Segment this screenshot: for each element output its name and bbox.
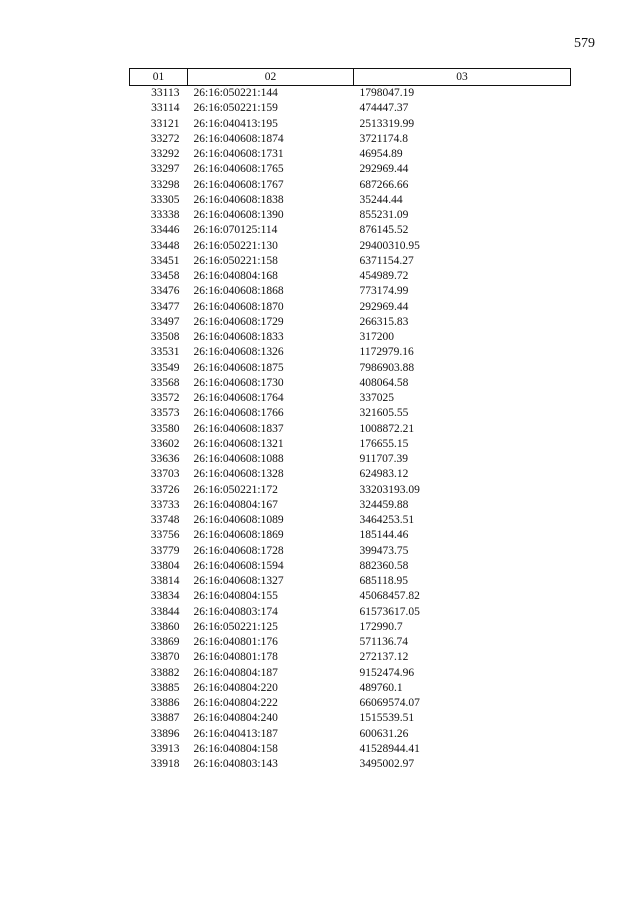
cell-03: 266315.83	[359, 315, 409, 328]
cell-03: 41528944.41	[359, 742, 420, 755]
table-row	[130, 269, 571, 284]
cell-03: 7986903.88	[359, 361, 415, 374]
cell-03: 489760.1	[359, 681, 403, 694]
cell-01: 33748	[150, 514, 180, 526]
cell-01: 33882	[150, 666, 180, 679]
cell-01: 33580	[150, 422, 180, 435]
cell-01: 33531	[150, 346, 180, 359]
cell-01: 33448	[150, 239, 180, 252]
cell-02: 26:16:040608:1767	[193, 178, 284, 191]
table-row	[130, 666, 571, 681]
table-row	[130, 147, 571, 162]
cell-01: 33896	[150, 727, 180, 740]
cell-03: 272137.12	[359, 651, 409, 664]
cell-02: 26:16:040608:1838	[193, 193, 284, 206]
table-row	[130, 300, 571, 315]
cell-03: 46954.89	[359, 148, 403, 160]
cell-03: 624983.12	[359, 468, 409, 481]
cell-01: 33726	[150, 483, 180, 496]
cell-01: 33885	[150, 681, 180, 694]
cell-03: 855231.09	[359, 209, 409, 221]
cell-02: 26:16:040608:1088	[193, 453, 284, 465]
cell-02: 26:16:050221:130	[193, 239, 278, 252]
table-row	[130, 254, 571, 269]
table-row	[130, 467, 571, 482]
cell-01: 33870	[150, 651, 180, 664]
table-row	[130, 101, 571, 116]
cell-01: 33549	[150, 361, 180, 374]
cell-02: 26:16:040608:1764	[193, 392, 284, 404]
cell-03: 600631.26	[359, 727, 409, 740]
table-row	[130, 589, 571, 604]
cell-01: 33573	[150, 407, 180, 420]
table-row	[130, 406, 571, 421]
cell-03: 321605.55	[359, 407, 409, 420]
cell-03: 1798047.19	[359, 87, 415, 99]
cell-02: 26:16:040804:158	[193, 742, 278, 755]
table-row	[130, 239, 571, 254]
cell-03: 3495002.97	[359, 758, 415, 770]
table-row	[130, 650, 571, 665]
cell-02: 26:16:040804:222	[193, 697, 278, 709]
column-header-02: 02	[188, 69, 354, 86]
table-row	[130, 544, 571, 559]
cell-03: 176655.15	[359, 437, 409, 450]
table-row	[130, 483, 571, 498]
cell-02: 26:16:040803:143	[193, 758, 278, 770]
cell-03: 1008872.21	[359, 422, 415, 435]
cell-01: 33756	[150, 529, 180, 542]
cell-02: 26:16:040608:1869	[193, 529, 284, 542]
cell-02: 26:16:040413:187	[193, 727, 278, 740]
cell-03: 61573617.05	[359, 605, 420, 618]
table-row	[130, 284, 571, 299]
table-row	[130, 223, 571, 238]
cell-01: 33602	[150, 437, 180, 450]
table-row	[130, 742, 571, 757]
cell-02: 26:16:040804:187	[193, 666, 278, 679]
cell-03: 1172979.16	[359, 346, 414, 359]
cell-02: 26:16:040608:1390	[193, 209, 284, 221]
cell-02: 26:16:040608:1328	[193, 468, 284, 481]
cell-02: 26:16:040804:155	[193, 590, 278, 603]
cell-01: 33804	[150, 559, 180, 572]
cell-01: 33497	[150, 315, 180, 328]
data-table-container	[129, 68, 570, 772]
cell-01: 33636	[150, 453, 180, 465]
cell-01: 33834	[150, 590, 180, 603]
table-row	[130, 727, 571, 742]
cell-01: 33860	[150, 620, 180, 633]
cell-01: 33458	[150, 270, 180, 282]
cell-02: 26:16:050221:158	[193, 254, 278, 267]
cell-02: 26:16:040608:1833	[193, 331, 284, 343]
cell-01: 33703	[150, 468, 180, 481]
table-row	[130, 315, 571, 330]
cell-01: 33292	[150, 148, 180, 160]
cell-03: 9152474.96	[359, 666, 415, 679]
cell-01: 33814	[150, 575, 180, 587]
cell-02: 26:16:040608:1321	[193, 437, 284, 450]
cell-02: 26:16:040804:167	[193, 498, 278, 511]
table-row	[130, 422, 571, 437]
table-row	[130, 132, 571, 147]
cell-01: 33305	[150, 193, 180, 206]
table-body	[130, 86, 571, 773]
cell-02: 26:16:040804:240	[193, 712, 278, 725]
table-row	[130, 162, 571, 177]
table-row	[130, 559, 571, 574]
header-row	[130, 69, 571, 86]
cell-03: 33203193.09	[359, 483, 420, 496]
cell-01: 33733	[150, 498, 180, 511]
cell-02: 26:16:040803:174	[193, 605, 278, 618]
cell-03: 399473.75	[359, 544, 409, 557]
cell-01: 33298	[150, 178, 180, 191]
cell-03: 324459.88	[359, 498, 409, 511]
cell-02: 26:16:040608:1594	[193, 559, 284, 572]
cell-01: 33779	[150, 544, 180, 557]
table-row	[130, 620, 571, 635]
cell-01: 33913	[150, 742, 180, 755]
table-row	[130, 528, 571, 543]
table-row	[130, 193, 571, 208]
table-row	[130, 605, 571, 620]
cell-02: 26:16:040804:220	[193, 681, 278, 694]
table-row	[130, 208, 571, 223]
cell-02: 26:16:040608:1730	[193, 376, 284, 389]
cell-03: 882360.58	[359, 559, 409, 572]
table-row	[130, 681, 571, 696]
cell-03: 337025	[359, 392, 394, 404]
cell-03: 45068457.82	[359, 590, 420, 603]
cell-03: 408064.58	[359, 376, 409, 389]
table-row	[130, 376, 571, 391]
table-row	[130, 757, 571, 772]
table-row	[130, 437, 571, 452]
table-row	[130, 117, 571, 132]
cell-01: 33338	[150, 209, 180, 221]
cell-01: 33114	[151, 102, 180, 115]
cell-01: 33844	[150, 605, 180, 618]
cell-02: 26:16:040801:178	[193, 651, 278, 664]
cell-01: 33476	[150, 285, 180, 298]
cell-01: 33297	[150, 163, 180, 176]
cell-02: 26:16:040608:1089	[193, 514, 284, 526]
cell-02: 26:16:040608:1327	[193, 575, 284, 587]
cell-03: 66069574.07	[359, 697, 420, 709]
cell-03: 3464253.51	[359, 514, 415, 526]
cell-01: 33869	[150, 636, 180, 648]
data-table	[129, 68, 571, 772]
column-header-01: 01	[130, 69, 188, 86]
cell-01: 33887	[150, 712, 180, 725]
table-row	[130, 361, 571, 376]
cell-03: 454989.72	[359, 270, 409, 282]
cell-01: 33886	[150, 697, 180, 709]
cell-03: 687266.66	[359, 178, 409, 191]
cell-02: 26:16:040608:1728	[193, 544, 284, 557]
cell-02: 26:16:040608:1766	[193, 407, 284, 420]
cell-02: 26:16:040413:195	[193, 117, 278, 130]
cell-01: 33477	[150, 300, 180, 313]
cell-02: 26:16:040608:1870	[193, 300, 284, 313]
cell-03: 876145.52	[359, 224, 409, 237]
cell-03: 172990.7	[359, 620, 403, 633]
cell-01: 33272	[150, 132, 180, 145]
cell-03: 3721174.8	[359, 132, 408, 145]
cell-02: 26:16:050221:144	[193, 87, 278, 99]
cell-03: 911707.39	[359, 453, 408, 465]
cell-03: 29400310.95	[359, 239, 420, 252]
cell-01: 33568	[150, 376, 180, 389]
cell-02: 26:16:040608:1731	[193, 148, 284, 160]
cell-03: 35244.44	[359, 193, 403, 206]
cell-03: 185144.46	[359, 529, 409, 542]
table-row	[130, 391, 571, 406]
table-row	[130, 513, 571, 528]
table-row	[130, 711, 571, 726]
cell-03: 773174.99	[359, 285, 409, 298]
cell-01: 33508	[150, 331, 180, 343]
cell-01: 33446	[150, 224, 180, 237]
table-header	[130, 69, 571, 86]
cell-01: 33572	[150, 392, 180, 404]
cell-02: 26:16:050221:159	[193, 102, 278, 115]
cell-02: 26:16:040608:1326	[193, 346, 284, 359]
cell-02: 26:16:040608:1765	[193, 163, 284, 176]
cell-03: 474447.37	[359, 102, 409, 115]
cell-02: 26:16:050221:125	[193, 620, 278, 633]
table-row	[130, 498, 571, 513]
table-row	[130, 452, 571, 467]
cell-03: 6371154.27	[359, 254, 414, 267]
table-row	[130, 330, 571, 345]
cell-03: 292969.44	[359, 300, 409, 313]
table-row	[130, 178, 571, 193]
cell-02: 26:16:040804:168	[193, 270, 278, 282]
cell-02: 26:16:050221:172	[193, 483, 278, 496]
column-header-03: 03	[354, 69, 571, 86]
table-row	[130, 635, 571, 650]
cell-01: 33113	[151, 87, 180, 99]
cell-02: 26:16:070125:114	[193, 224, 278, 237]
cell-02: 26:16:040608:1868	[193, 285, 284, 298]
cell-01: 33451	[150, 254, 180, 267]
table-row	[130, 574, 571, 589]
cell-03: 571136.74	[359, 636, 408, 648]
cell-02: 26:16:040608:1729	[193, 315, 284, 328]
cell-03: 685118.95	[359, 575, 408, 587]
cell-03: 317200	[359, 331, 394, 343]
page-number: 579	[574, 36, 595, 51]
table-row	[130, 345, 571, 360]
cell-02: 26:16:040608:1837	[193, 422, 284, 435]
cell-03: 1515539.51	[359, 712, 415, 725]
cell-02: 26:16:040801:176	[193, 636, 278, 648]
cell-03: 292969.44	[359, 163, 409, 176]
cell-02: 26:16:040608:1875	[193, 361, 284, 374]
cell-01: 33121	[150, 117, 180, 130]
table-row	[130, 696, 571, 711]
cell-02: 26:16:040608:1874	[193, 132, 284, 145]
cell-03: 2513319.99	[359, 117, 415, 130]
table-row	[130, 86, 571, 102]
cell-01: 33918	[150, 758, 180, 770]
